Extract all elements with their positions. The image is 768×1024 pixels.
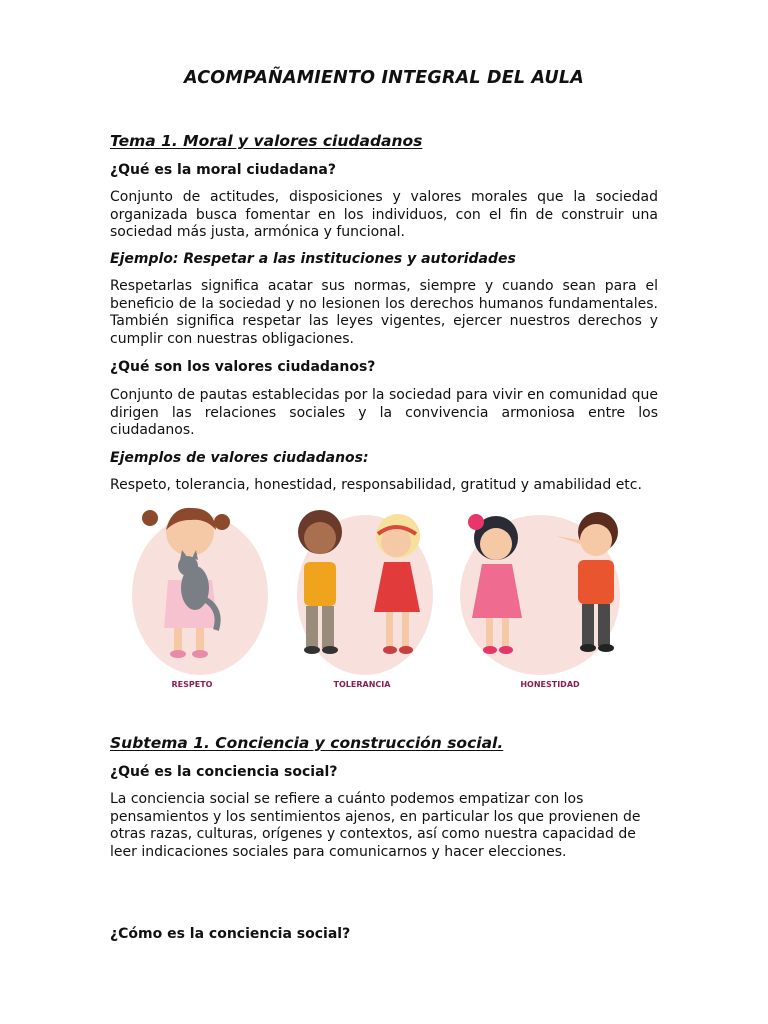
caption-honestidad: HONESTIDAD bbox=[520, 680, 580, 689]
question-valores-ciudadanos: ¿Qué son los valores ciudadanos? bbox=[110, 359, 376, 375]
tema1-heading: Tema 1. Moral y valores ciudadanos bbox=[110, 132, 423, 150]
paragraph-conciencia-definition: La conciencia social se refiere a cuánto podemos empatizar con los pensamientos y los sentimientos ajenos, en particular los que provienen de otras razas, culturas, orígenes y contextos, así como nuestra capacidad de leer indicaciones sociales para comunicarnos y hacer elecciones. bbox=[110, 791, 641, 860]
paragraph-moral-definition: Conjunto de actitudes, disposiciones y valores morales que la sociedad organizada busca fomentar en los individuos, con el fin de construir una sociedad más justa, armónica y funcional. bbox=[110, 189, 658, 240]
document-title: ACOMPAÑAMIENTO INTEGRAL DEL AULA bbox=[184, 68, 584, 88]
question-como-conciencia: ¿Cómo es la conciencia social? bbox=[110, 926, 351, 942]
paragraph-respetar: Respetarlas significa acatar sus normas, siempre y cuando sean para el beneficio de la sociedad y no lesionen los derechos humanos fundamentales. También significa respetar las leyes vigentes, ejercer nuestros derechos y cumplir con nuestras obligaciones. bbox=[110, 278, 658, 347]
question-conciencia-social: ¿Qué es la conciencia social? bbox=[110, 764, 338, 780]
caption-respeto: RESPETO bbox=[171, 680, 213, 689]
question-moral-ciudadana: ¿Qué es la moral ciudadana? bbox=[110, 162, 336, 178]
subtema1-heading: Subtema 1. Conciencia y construcción social. bbox=[110, 734, 504, 752]
example-heading-instituciones: Ejemplo: Respetar a las instituciones y autoridades bbox=[110, 251, 516, 267]
paragraph-valores-definition: Conjunto de pautas establecidas por la sociedad para vivir en comunidad que dirigen las relaciones sociales y la convivencia armoniosa entre los ciudadanos. bbox=[110, 387, 658, 438]
caption-tolerancia: TOLERANCIA bbox=[333, 680, 391, 689]
paragraph-valores-list: Respeto, tolerancia, honestidad, responsabilidad, gratitud y amabilidad etc. bbox=[110, 477, 642, 493]
example-heading-valores: Ejemplos de valores ciudadanos: bbox=[110, 450, 369, 466]
values-illustration bbox=[120, 500, 660, 700]
